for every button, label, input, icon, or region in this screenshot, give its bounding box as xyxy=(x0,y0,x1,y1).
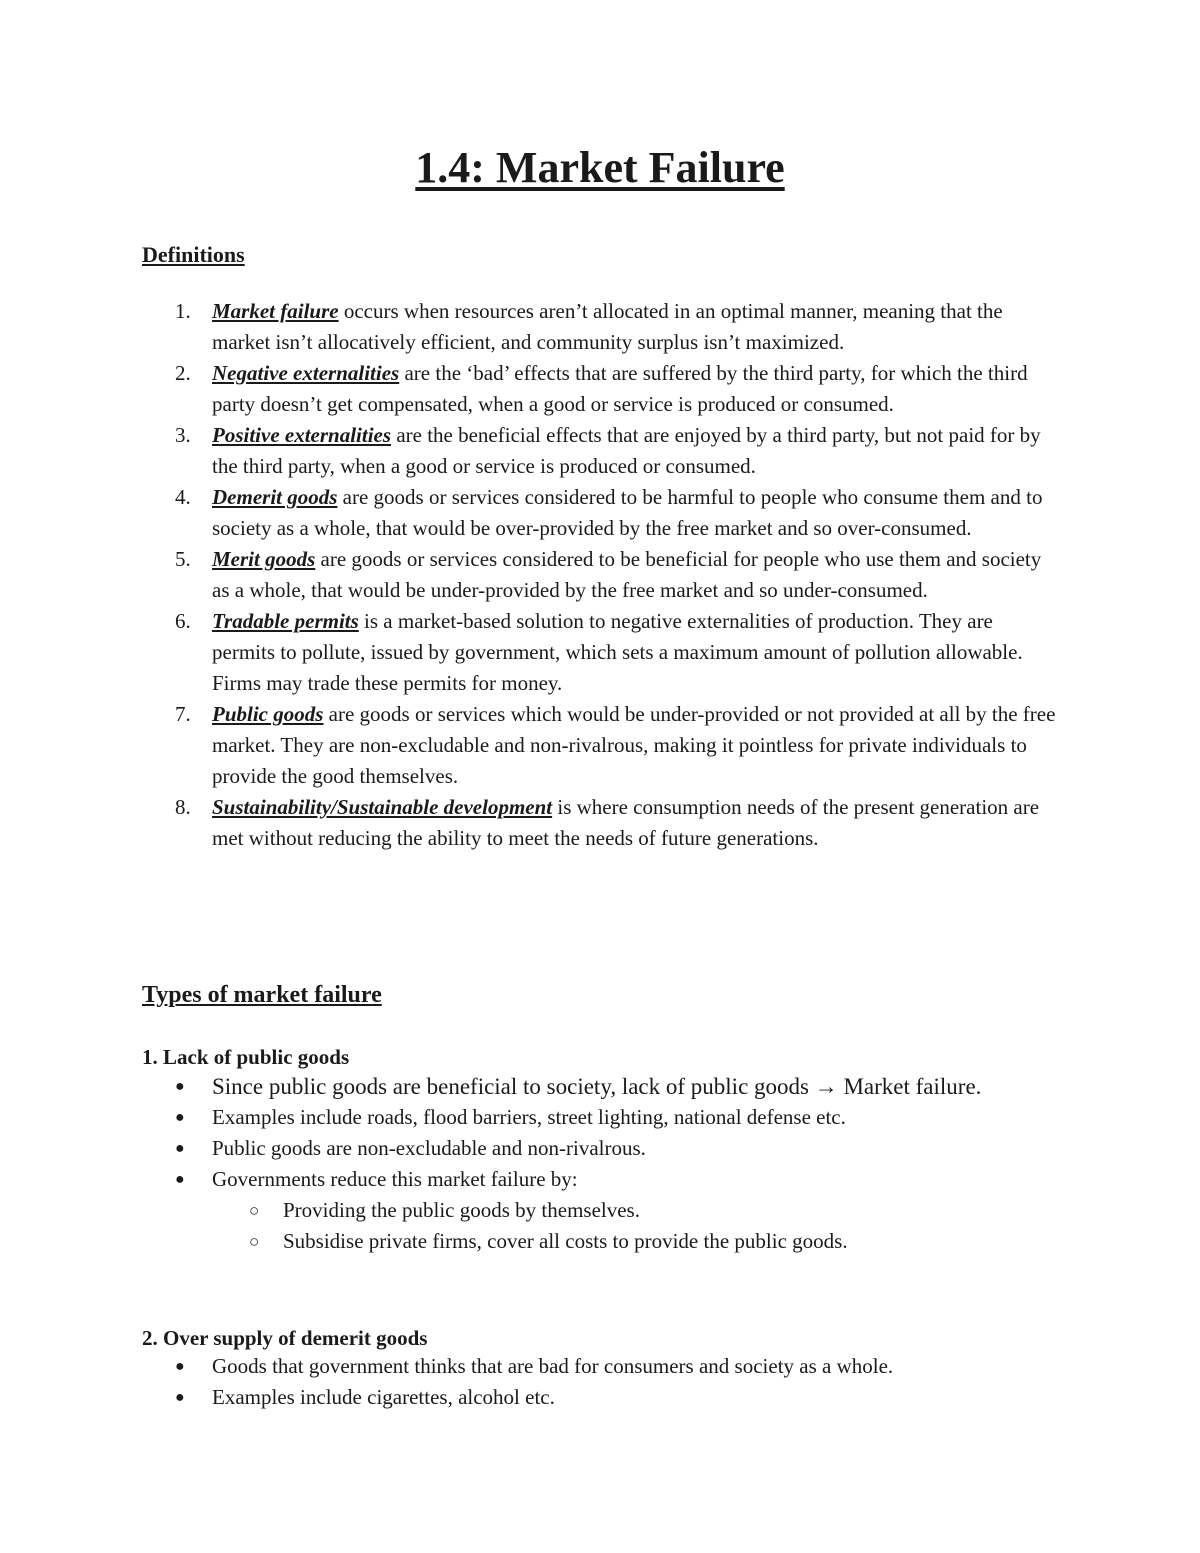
item-number: 5. xyxy=(175,547,191,571)
item-number: 4. xyxy=(175,485,191,509)
definition-term: Negative externalities xyxy=(212,361,400,385)
definition-item xyxy=(0,544,1200,606)
bullet-dot-icon: ● xyxy=(175,1140,185,1157)
definition-item xyxy=(0,792,1200,854)
definition-item xyxy=(0,606,1200,699)
bullet-dot-icon: ● xyxy=(175,1171,185,1188)
definition-text: are goods or services considered to be beneficial for people who use them and society as a whole, that would be under-provided by the free market and so under-consumed. xyxy=(212,547,1042,602)
definition-term: Positive externalities xyxy=(212,423,392,447)
item-number: 8. xyxy=(175,795,191,819)
sub-bullet-item: ○ Providing the public goods by themselves. xyxy=(0,1195,1200,1226)
definition-text: are the ‘bad’ effects that are suffered by the third party, for which the third party doesn’t get compensated, when a good or service is produced or consumed. xyxy=(212,361,1028,416)
item-number: 2. xyxy=(175,361,191,385)
definition-text: are the beneficial effects that are enjoyed by a third party, but not paid for by the third party, when a good or service is produced or consumed. xyxy=(212,423,1041,478)
bullet-dot-icon: ● xyxy=(175,1078,185,1095)
bullet-item: ● Governments reduce this market failure by: xyxy=(0,1164,1200,1195)
bullet-dot-icon: ● xyxy=(175,1389,185,1406)
definition-item xyxy=(0,296,1200,358)
definition-term: Public goods xyxy=(212,702,324,726)
section-heading-demerit-goods: 2. Over supply of demerit goods xyxy=(142,1326,428,1350)
section-heading-public-goods: 1. Lack of public goods xyxy=(142,1045,350,1069)
bullet-dot-icon: ● xyxy=(175,1109,185,1126)
bullet-circle-icon: ○ xyxy=(249,1201,260,1220)
definition-text: occurs when resources aren’t allocated in an optimal manner, meaning that the market isn’t allocatively efficient, and community surplus isn’t maximized. xyxy=(212,299,1003,354)
definition-item xyxy=(0,420,1200,482)
item-number: 3. xyxy=(175,423,191,447)
definition-text: are goods or services which would be under-provided or not provided at all by the free market. They are non-excludable and non-rivalrous, making it pointless for private individuals to provide the good themselves. xyxy=(212,702,1056,788)
item-number: 7. xyxy=(175,702,191,726)
bullet-circle-icon: ○ xyxy=(249,1232,260,1251)
bullet-item: ● Since public goods are beneficial to society, lack of public goods → Market failure. xyxy=(0,1071,1200,1102)
definitions-heading: Definitions xyxy=(142,242,245,267)
public-goods-bullets xyxy=(0,1071,1200,1257)
definition-item xyxy=(0,358,1200,420)
bullet-item: ● Public goods are non-excludable and non-rivalrous. xyxy=(0,1133,1200,1164)
definition-term: Sustainability/Sustainable development xyxy=(212,795,553,819)
types-heading: Types of market failure xyxy=(142,982,382,1008)
definition-text: are goods or services considered to be harmful to people who consume them and to society as a whole, that would be over-provided by the free market and so over-consumed. xyxy=(212,485,1043,540)
definition-term: Tradable permits xyxy=(212,609,359,633)
bullet-item: ● Goods that government thinks that are bad for consumers and society as a whole. xyxy=(0,1351,1200,1382)
item-number: 6. xyxy=(175,609,191,633)
definition-item xyxy=(0,699,1200,792)
sub-bullet-item: ○ Subsidise private firms, cover all costs to provide the public goods. xyxy=(0,1226,1200,1257)
bullet-dot-icon: ● xyxy=(175,1358,185,1375)
definition-text: is where consumption needs of the present generation are met without reducing the ability to meet the needs of future generations. xyxy=(212,795,1040,850)
definitions-list xyxy=(0,296,1200,854)
page-title: 1.4: Market Failure xyxy=(415,143,785,192)
item-number: 1. xyxy=(175,299,191,323)
definition-item xyxy=(0,482,1200,544)
demerit-goods-bullets xyxy=(0,1351,1200,1413)
definition-text: is a market-based solution to negative externalities of production. They are permits to pollute, issued by government, which sets a maximum amount of pollution allowable. Firms may trade these permits for money. xyxy=(212,609,1023,695)
bullet-item: ● Examples include cigarettes, alcohol etc. xyxy=(0,1382,1200,1413)
definition-term: Demerit goods xyxy=(212,485,338,509)
definition-term: Market failure xyxy=(212,299,339,323)
bullet-item: ● Examples include roads, flood barriers, street lighting, national defense etc. xyxy=(0,1102,1200,1133)
definition-term: Merit goods xyxy=(212,547,316,571)
